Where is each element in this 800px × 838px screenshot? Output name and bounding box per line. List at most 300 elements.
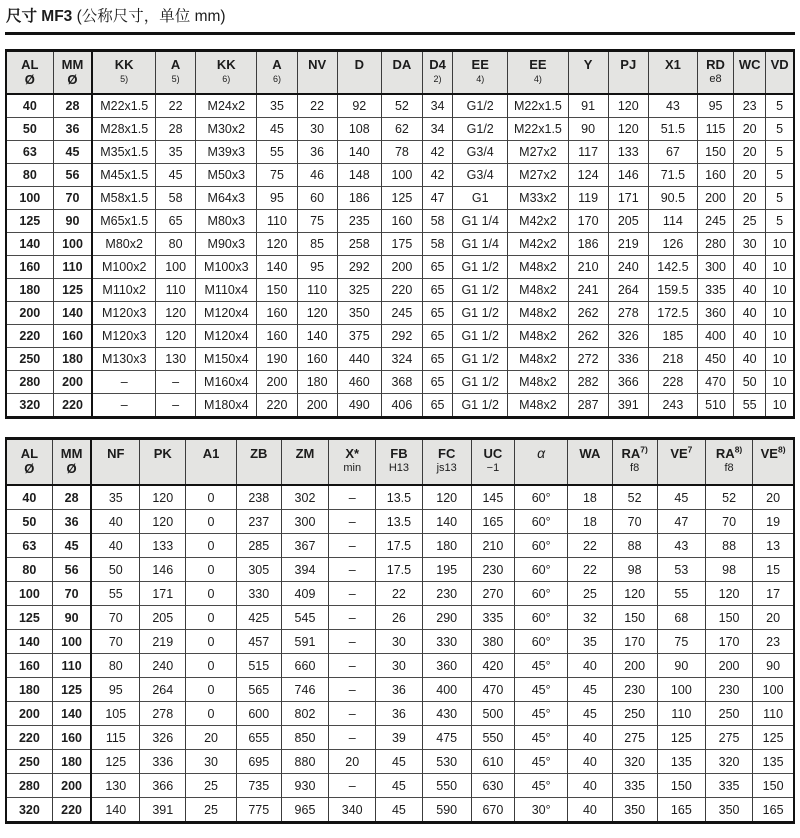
col-header-a-3: A 5) bbox=[156, 51, 196, 95]
col-header-pk-3: PK bbox=[140, 439, 186, 486]
table-cell: 60° bbox=[515, 630, 568, 654]
table-cell: M22x1.5 bbox=[508, 94, 568, 118]
table-cell: 228 bbox=[648, 371, 697, 394]
col-header-vd-17: VD bbox=[766, 51, 794, 95]
table-cell: 55 bbox=[257, 141, 297, 164]
table-cell: 335 bbox=[697, 279, 733, 302]
table-cell: 150 bbox=[697, 141, 733, 164]
table-cell: 850 bbox=[281, 726, 328, 750]
mf3-dimensions-table-2 bbox=[5, 437, 795, 824]
table-cell: – bbox=[156, 394, 196, 418]
col-header-ra-13: RA$^{7)}$ f8 bbox=[612, 439, 657, 486]
table-cell: 282 bbox=[568, 371, 608, 394]
table-cell: 695 bbox=[236, 750, 281, 774]
table-cell: 100 bbox=[753, 678, 794, 702]
table-row bbox=[6, 279, 794, 302]
table-cell: 110 bbox=[53, 256, 92, 279]
table-cell: 200 bbox=[52, 774, 91, 798]
table-row bbox=[6, 582, 794, 606]
table-cell: 220 bbox=[6, 325, 53, 348]
table-cell: 50 bbox=[91, 558, 139, 582]
table-cell: G1 1/2 bbox=[453, 256, 508, 279]
col-header-ee-11: EE 4) bbox=[508, 51, 568, 95]
table-cell: 146 bbox=[140, 558, 186, 582]
table-cell: 19 bbox=[753, 510, 794, 534]
table-cell: 40 bbox=[568, 726, 612, 750]
table-cell: 47 bbox=[423, 187, 453, 210]
table-cell: 60° bbox=[515, 582, 568, 606]
table-cell: M30x2 bbox=[196, 118, 257, 141]
table-cell: 40 bbox=[91, 510, 139, 534]
table-cell: 140 bbox=[52, 702, 91, 726]
table-cell: 430 bbox=[422, 702, 471, 726]
table-cell: 292 bbox=[381, 325, 422, 348]
table-cell: 275 bbox=[705, 726, 752, 750]
table-cell: 58 bbox=[423, 210, 453, 233]
table-cell: – bbox=[329, 654, 376, 678]
table-cell: 930 bbox=[281, 774, 328, 798]
table-cell: G1 1/2 bbox=[453, 371, 508, 394]
table-cell: 305 bbox=[236, 558, 281, 582]
table-cell: 125 bbox=[91, 750, 139, 774]
table-cell: 68 bbox=[657, 606, 705, 630]
table-cell: 45 bbox=[568, 702, 612, 726]
table-row bbox=[6, 348, 794, 371]
table-cell: 52 bbox=[705, 485, 752, 510]
header-row bbox=[6, 439, 794, 486]
table-cell: 171 bbox=[140, 582, 186, 606]
table-row bbox=[6, 94, 794, 118]
table-cell: M42x2 bbox=[508, 233, 568, 256]
table-cell: 391 bbox=[608, 394, 648, 418]
table-cell: 230 bbox=[705, 678, 752, 702]
table-cell: 965 bbox=[281, 798, 328, 823]
table-cell: 42 bbox=[423, 164, 453, 187]
table-cell: – bbox=[329, 678, 376, 702]
table-row bbox=[6, 187, 794, 210]
table-cell: 510 bbox=[697, 394, 733, 418]
table-cell: 50 bbox=[6, 118, 53, 141]
table-cell: M22x1.5 bbox=[508, 118, 568, 141]
table-cell: 117 bbox=[568, 141, 608, 164]
table-cell: 71.5 bbox=[648, 164, 697, 187]
col-header-kk-2: KK 5) bbox=[92, 51, 155, 95]
table-row bbox=[6, 302, 794, 325]
table-cell: 15 bbox=[753, 558, 794, 582]
col-header-zm-6: ZM bbox=[281, 439, 328, 486]
table-cell: G1 1/4 bbox=[453, 233, 508, 256]
table-cell: 100 bbox=[381, 164, 422, 187]
table-cell: 171 bbox=[608, 187, 648, 210]
table-cell: 45 bbox=[657, 485, 705, 510]
table-cell: 220 bbox=[257, 394, 297, 418]
table-cell: 65 bbox=[156, 210, 196, 233]
table-cell: 735 bbox=[236, 774, 281, 798]
table-cell: 350 bbox=[612, 798, 657, 823]
table-cell: 60° bbox=[515, 534, 568, 558]
table-cell: 110 bbox=[257, 210, 297, 233]
table-cell: 95 bbox=[297, 256, 337, 279]
table-cell: 5 bbox=[766, 187, 794, 210]
table-cell: 262 bbox=[568, 302, 608, 325]
table-cell: 100 bbox=[6, 187, 53, 210]
col-header-d-7: D bbox=[337, 51, 381, 95]
col-header-ve-14: $VE^7$ bbox=[657, 439, 705, 486]
table-row bbox=[6, 118, 794, 141]
table-cell: 135 bbox=[753, 750, 794, 774]
table-cell: 160 bbox=[297, 348, 337, 371]
table-cell: M160x4 bbox=[196, 371, 257, 394]
table-cell: 90 bbox=[568, 118, 608, 141]
table-cell: 160 bbox=[257, 325, 297, 348]
table-cell: 45 bbox=[53, 141, 92, 164]
table-cell: G1/2 bbox=[453, 94, 508, 118]
table-row bbox=[6, 394, 794, 418]
table-cell: 180 bbox=[53, 348, 92, 371]
table-cell: 110 bbox=[52, 654, 91, 678]
table-cell: 200 bbox=[705, 654, 752, 678]
table-cell: 95 bbox=[257, 187, 297, 210]
table-cell: 5 bbox=[766, 94, 794, 118]
table-cell: 326 bbox=[608, 325, 648, 348]
table-cell: 55 bbox=[657, 582, 705, 606]
table-cell: 70 bbox=[53, 187, 92, 210]
table-row bbox=[6, 726, 794, 750]
table-cell: 190 bbox=[257, 348, 297, 371]
table-cell: 28 bbox=[53, 94, 92, 118]
table-cell: 80 bbox=[91, 654, 139, 678]
table-cell: 218 bbox=[648, 348, 697, 371]
table-cell: 142.5 bbox=[648, 256, 697, 279]
table-cell: 65 bbox=[423, 256, 453, 279]
table-cell: 70 bbox=[91, 630, 139, 654]
table-cell: 150 bbox=[657, 774, 705, 798]
table-cell: 450 bbox=[697, 348, 733, 371]
table-cell: 330 bbox=[422, 630, 471, 654]
table-cell: 170 bbox=[705, 630, 752, 654]
table-row bbox=[6, 606, 794, 630]
table-cell: 470 bbox=[697, 371, 733, 394]
table-cell: 660 bbox=[281, 654, 328, 678]
table-cell: 17.5 bbox=[376, 558, 422, 582]
table-cell: 0 bbox=[186, 654, 236, 678]
table-cell: G1/2 bbox=[453, 118, 508, 141]
table-cell: 120 bbox=[140, 510, 186, 534]
table-cell: 125 bbox=[6, 606, 52, 630]
col-header-a-5: A 6) bbox=[257, 51, 297, 95]
table-cell: 457 bbox=[236, 630, 281, 654]
page-title-main: 尺寸 MF3 bbox=[6, 8, 73, 25]
table-cell: 336 bbox=[140, 750, 186, 774]
table-cell: 125 bbox=[657, 726, 705, 750]
table-cell: 36 bbox=[52, 510, 91, 534]
table-cell: 302 bbox=[281, 485, 328, 510]
table-cell: 22 bbox=[568, 558, 612, 582]
table-cell: 264 bbox=[608, 279, 648, 302]
table-cell: 230 bbox=[612, 678, 657, 702]
table-cell: 140 bbox=[53, 302, 92, 325]
table-cell: 100 bbox=[52, 630, 91, 654]
table-cell: 285 bbox=[236, 534, 281, 558]
table-cell: 45° bbox=[515, 750, 568, 774]
table-cell: 80 bbox=[6, 558, 52, 582]
table-cell: 95 bbox=[697, 94, 733, 118]
table-cell: 20 bbox=[329, 750, 376, 774]
table-cell: 238 bbox=[236, 485, 281, 510]
table-cell: M120x4 bbox=[196, 302, 257, 325]
table-cell: M110x4 bbox=[196, 279, 257, 302]
col-header-x-7: X* min bbox=[329, 439, 376, 486]
table-cell: 125 bbox=[6, 210, 53, 233]
table-cell: 140 bbox=[257, 256, 297, 279]
table-cell: 185 bbox=[648, 325, 697, 348]
table-cell: 13.5 bbox=[376, 485, 422, 510]
table-cell: M80x3 bbox=[196, 210, 257, 233]
table-cell: 140 bbox=[91, 798, 139, 823]
table-cell: M48x2 bbox=[508, 394, 568, 418]
table-cell: 150 bbox=[753, 774, 794, 798]
table-cell: 20 bbox=[734, 118, 766, 141]
table-cell: 210 bbox=[568, 256, 608, 279]
table-cell: – bbox=[329, 558, 376, 582]
table-cell: 22 bbox=[297, 94, 337, 118]
table-row bbox=[6, 141, 794, 164]
table-cell: 120 bbox=[140, 485, 186, 510]
table-cell: 25 bbox=[186, 798, 236, 823]
table-cell: G1 1/2 bbox=[453, 325, 508, 348]
table-cell: M100x3 bbox=[196, 256, 257, 279]
table-cell: 30 bbox=[376, 630, 422, 654]
table-cell: 160 bbox=[6, 256, 53, 279]
table-cell: 23 bbox=[734, 94, 766, 118]
table-cell: 515 bbox=[236, 654, 281, 678]
table-cell: 125 bbox=[753, 726, 794, 750]
table-cell: G3/4 bbox=[453, 141, 508, 164]
table-cell: 366 bbox=[140, 774, 186, 798]
table-cell: 45 bbox=[376, 798, 422, 823]
table-cell: 39 bbox=[376, 726, 422, 750]
table-cell: M33x2 bbox=[508, 187, 568, 210]
table-cell: 550 bbox=[422, 774, 471, 798]
table-cell: 40 bbox=[22, 99, 37, 113]
table-cell: 30 bbox=[297, 118, 337, 141]
table-cell: 200 bbox=[6, 302, 53, 325]
table-cell: 250 bbox=[705, 702, 752, 726]
table-cell: 10 bbox=[766, 394, 794, 418]
table-cell: 34 bbox=[423, 94, 453, 118]
table-cell: 600 bbox=[236, 702, 281, 726]
table-cell: M28x1.5 bbox=[92, 118, 155, 141]
table-row bbox=[6, 325, 794, 348]
table-cell: 45 bbox=[376, 750, 422, 774]
table-cell: 114 bbox=[648, 210, 697, 233]
table-cell: 367 bbox=[281, 534, 328, 558]
table-cell: 40 bbox=[734, 302, 766, 325]
table-cell: M48x2 bbox=[508, 279, 568, 302]
table-cell: 88 bbox=[705, 534, 752, 558]
table-cell: 75 bbox=[657, 630, 705, 654]
table-cell: 240 bbox=[608, 256, 648, 279]
table-cell: 65 bbox=[423, 279, 453, 302]
table-cell: 245 bbox=[697, 210, 733, 233]
table-cell: 100 bbox=[6, 582, 52, 606]
table-cell: M24x2 bbox=[196, 94, 257, 118]
col-header-wa-12: WA bbox=[568, 439, 612, 486]
table-cell: 165 bbox=[471, 510, 514, 534]
table-cell: 40 bbox=[568, 750, 612, 774]
table-cell: 200 bbox=[6, 702, 52, 726]
table-cell: 140 bbox=[297, 325, 337, 348]
table-cell: 26 bbox=[376, 606, 422, 630]
table-cell: 219 bbox=[140, 630, 186, 654]
table-cell: 0 bbox=[186, 582, 236, 606]
table-cell: 180 bbox=[422, 534, 471, 558]
table-cell: 125 bbox=[381, 187, 422, 210]
table-cell: 25 bbox=[186, 774, 236, 798]
table-cell: 205 bbox=[608, 210, 648, 233]
table-row bbox=[6, 210, 794, 233]
table-cell: 170 bbox=[612, 630, 657, 654]
table-cell: 440 bbox=[337, 348, 381, 371]
table-cell: 350 bbox=[705, 798, 752, 823]
table-cell: 250 bbox=[612, 702, 657, 726]
table-cell: 140 bbox=[422, 510, 471, 534]
table-cell: M80x2 bbox=[92, 233, 155, 256]
table-cell: 290 bbox=[422, 606, 471, 630]
table-cell: 420 bbox=[471, 654, 514, 678]
table-row bbox=[6, 371, 794, 394]
table-cell: 10 bbox=[766, 256, 794, 279]
table-cell: M90x3 bbox=[196, 233, 257, 256]
table-cell: 250 bbox=[6, 750, 52, 774]
table-cell: 320 bbox=[6, 394, 53, 418]
table-cell: 90 bbox=[657, 654, 705, 678]
table-cell: 50 bbox=[6, 510, 52, 534]
col-header-da-8: DA bbox=[381, 51, 422, 95]
col-header-pj-13: PJ bbox=[608, 51, 648, 95]
table-cell: 56 bbox=[53, 164, 92, 187]
col-header-ee-10: EE 4) bbox=[453, 51, 508, 95]
table-cell: 200 bbox=[381, 256, 422, 279]
table-cell: 40 bbox=[568, 798, 612, 823]
mf3-dimensions-table-1 bbox=[5, 49, 795, 419]
table-cell: – bbox=[329, 582, 376, 606]
table-cell: 165 bbox=[657, 798, 705, 823]
table-cell: 40 bbox=[91, 534, 139, 558]
table-cell: 78 bbox=[381, 141, 422, 164]
table-cell: 10 bbox=[766, 279, 794, 302]
table-cell: 50 bbox=[734, 371, 766, 394]
table-cell: 500 bbox=[471, 702, 514, 726]
table-cell: – bbox=[329, 726, 376, 750]
table-cell: 120 bbox=[422, 485, 471, 510]
table-cell: 63 bbox=[6, 141, 53, 164]
table-cell: 237 bbox=[236, 510, 281, 534]
col-header-fb-8: FB H13 bbox=[376, 439, 422, 486]
table-row bbox=[6, 654, 794, 678]
col-header-ra-15: RA$^{8)}$ f8 bbox=[705, 439, 752, 486]
table-cell: 70 bbox=[52, 582, 91, 606]
table-cell: 70 bbox=[91, 606, 139, 630]
table-cell: 200 bbox=[257, 371, 297, 394]
table-cell: 326 bbox=[140, 726, 186, 750]
table-cell: 146 bbox=[608, 164, 648, 187]
table-cell: M22x1.5 bbox=[92, 94, 155, 118]
table-cell: 91 bbox=[568, 94, 608, 118]
table-cell: 22 bbox=[376, 582, 422, 606]
table-cell: 159.5 bbox=[648, 279, 697, 302]
table-cell: 591 bbox=[281, 630, 328, 654]
table-cell: 60° bbox=[515, 510, 568, 534]
table-cell: 278 bbox=[140, 702, 186, 726]
table-cell: 119 bbox=[568, 187, 608, 210]
table-cell: 53 bbox=[657, 558, 705, 582]
table-cell: M64x3 bbox=[196, 187, 257, 210]
table-cell: 46 bbox=[297, 164, 337, 187]
table-cell: 30 bbox=[376, 654, 422, 678]
table-cell: 80 bbox=[6, 164, 53, 187]
table-cell: 280 bbox=[6, 774, 52, 798]
table-cell: 409 bbox=[281, 582, 328, 606]
table-cell: 610 bbox=[471, 750, 514, 774]
table-cell: 145 bbox=[471, 485, 514, 510]
table-cell: 28 bbox=[156, 118, 196, 141]
table-cell: 280 bbox=[6, 371, 53, 394]
table-cell: 95 bbox=[91, 678, 139, 702]
table-cell: 10 bbox=[766, 233, 794, 256]
table-cell: 391 bbox=[140, 798, 186, 823]
table-cell: 160 bbox=[381, 210, 422, 233]
table-cell: M130x3 bbox=[92, 348, 155, 371]
table-cell: 43 bbox=[657, 534, 705, 558]
col-header-d4-9: D4 2) bbox=[423, 51, 453, 95]
col-header-nv-6: NV bbox=[297, 51, 337, 95]
table-row bbox=[6, 702, 794, 726]
table-cell: 40 bbox=[734, 279, 766, 302]
table-cell: 60° bbox=[515, 485, 568, 510]
table-cell: 230 bbox=[471, 558, 514, 582]
table-cell: 366 bbox=[608, 371, 648, 394]
table-cell: 20 bbox=[186, 726, 236, 750]
table-cell: 92 bbox=[337, 94, 381, 118]
table-cell: 115 bbox=[697, 118, 733, 141]
table-cell: 10 bbox=[766, 302, 794, 325]
table-cell: 375 bbox=[337, 325, 381, 348]
table-cell: 35 bbox=[257, 94, 297, 118]
col-header-y-12: Y bbox=[568, 51, 608, 95]
table-cell: 55 bbox=[91, 582, 139, 606]
table-cell: 124 bbox=[568, 164, 608, 187]
table-cell: 264 bbox=[140, 678, 186, 702]
table-cell: 40 bbox=[568, 774, 612, 798]
table-row bbox=[6, 233, 794, 256]
table-cell: 186 bbox=[568, 233, 608, 256]
table-cell: M27x2 bbox=[508, 164, 568, 187]
table-cell: 360 bbox=[422, 654, 471, 678]
page-title-sub: (公称尺寸，单位 mm) bbox=[72, 8, 226, 25]
table-cell: 60 bbox=[297, 187, 337, 210]
table-cell: 195 bbox=[422, 558, 471, 582]
table-cell: 98 bbox=[612, 558, 657, 582]
table-cell: 32 bbox=[568, 606, 612, 630]
table-cell: M45x1.5 bbox=[92, 164, 155, 187]
table-cell: 160 bbox=[52, 726, 91, 750]
table-cell: 275 bbox=[612, 726, 657, 750]
table-cell: 30° bbox=[515, 798, 568, 823]
table-cell: M48x2 bbox=[508, 371, 568, 394]
table-cell: – bbox=[92, 371, 155, 394]
table-cell: 5 bbox=[766, 164, 794, 187]
